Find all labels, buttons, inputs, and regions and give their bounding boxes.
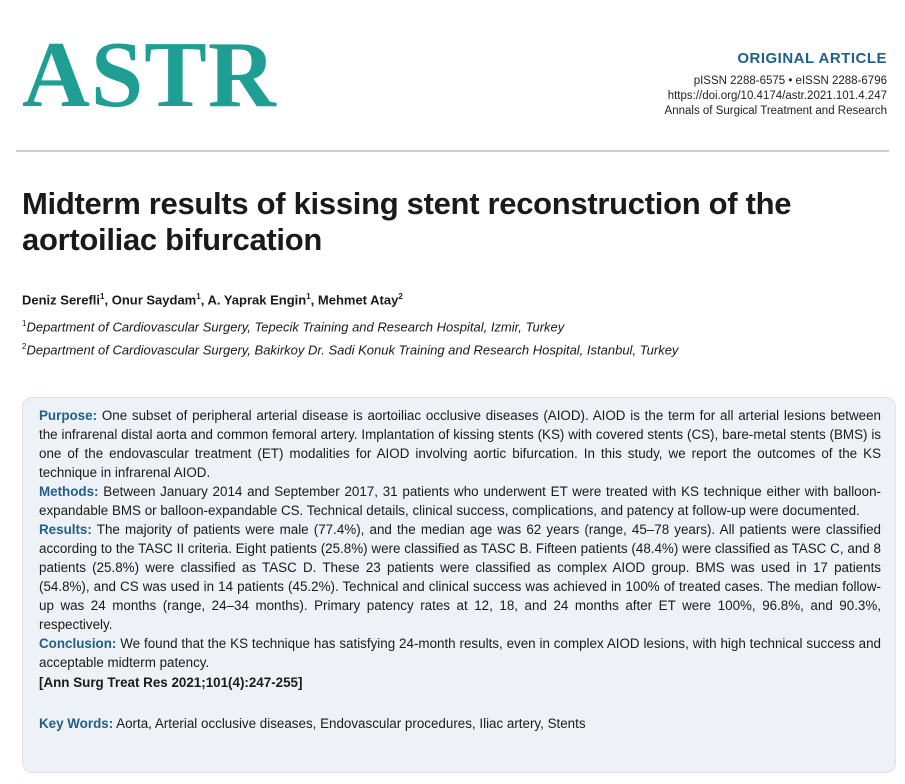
affiliation-text: Department of Cardiovascular Surgery, Bakirkoy Dr. Sadi Konuk Training and Research Hospital, Istanbul, Turkey bbox=[26, 342, 679, 358]
abstract-conclusion bbox=[39, 634, 881, 672]
citation: [Ann Surg Treat Res 2021;101(4):247-255] bbox=[39, 675, 303, 690]
journal-logo: ASTR bbox=[22, 23, 277, 127]
abstract-box bbox=[22, 397, 896, 773]
author[interactable]: A. Yaprak Engin bbox=[207, 292, 307, 308]
affiliation-number: 1 bbox=[22, 319, 27, 328]
affiliation-number: 2 bbox=[22, 342, 27, 351]
conclusion-text: We found that the KS technique has satisfying 24-month results, even in complex AIOD lesions, with high technical success and acceptable midterm patency. bbox=[39, 636, 881, 670]
abstract-methods bbox=[39, 482, 881, 520]
doi-link[interactable]: https://doi.org/10.4174/astr.2021.101.4.247 bbox=[667, 90, 887, 102]
issn: pISSN 2288-6575 • eISSN 2288-6796 bbox=[693, 75, 887, 87]
author-affiliation-number: 1 bbox=[306, 292, 311, 301]
abstract-purpose bbox=[39, 406, 881, 482]
methods-label: Methods: bbox=[39, 484, 99, 499]
journal-name: Annals of Surgical Treatment and Research bbox=[664, 105, 887, 117]
author-list bbox=[22, 292, 403, 307]
affiliation-2 bbox=[22, 342, 678, 357]
author-affiliation-number: 2 bbox=[398, 292, 403, 301]
abstract-results bbox=[39, 520, 881, 634]
keywords bbox=[39, 714, 881, 733]
purpose-label: Purpose: bbox=[39, 408, 98, 423]
methods-text: Between January 2014 and September 2017, 31 patients who underwent ET were treated with KS technique either with balloon-expandable BMS or balloon-expandable CS. Technical details, clinical success, complications, and patency at follow-up were documented. bbox=[39, 484, 881, 518]
journal-meta bbox=[665, 50, 887, 119]
article-title: Midterm results of kissing stent reconstruction of the aortoiliac bifurcation bbox=[22, 186, 792, 257]
author-separator: , bbox=[104, 292, 112, 308]
purpose-text: One subset of peripheral arterial disease is aortoiliac occlusive diseases (AIOD). AIOD is the term for all arterial lesions between the infrarenal distal aorta and common femoral artery. Implantation of kissing stents (KS) with covered stents (CS), bare-metal stents (BMS) is one of the endovascular treatment (ET) modalities for AIOD involving aortic bifurcation. In this study, we report the outcomes of the KS technique in infrarenal AIOD. bbox=[39, 408, 881, 480]
article-type: ORIGINAL ARTICLE bbox=[737, 50, 887, 67]
results-label: Results: bbox=[39, 522, 92, 537]
author-separator: , bbox=[310, 292, 318, 308]
author-separator: , bbox=[200, 292, 208, 308]
author[interactable]: Deniz Serefli bbox=[22, 292, 101, 308]
author-affiliation-number: 1 bbox=[196, 292, 201, 301]
affiliation-1 bbox=[22, 319, 564, 334]
keywords-label: Key Words: bbox=[39, 716, 114, 731]
header-divider bbox=[16, 150, 889, 152]
author[interactable]: Onur Saydam bbox=[111, 292, 197, 308]
affiliation-text: Department of Cardiovascular Surgery, Tepecik Training and Research Hospital, Izmir, Turkey bbox=[26, 319, 565, 335]
results-text: The majority of patients were male (77.4%), and the median age was 62 years (range, 45–78 years). All patients were classified according to the TASC II criteria. Eight patients (25.8%) were classified as TASC B. Fifteen patients (48.4%) were classified as TASC C, and 8 patients (25.8%) were classified as TASC D. These 23 patients were classified as complex AIOD group. BMS was used in 17 patients (54.8%), and CS was used in 14 patients (45.2%). Technical and clinical success was achieved in 100% of treated cases. The median follow-up was 24 months (range, 24–34 months). Primary patency rates at 12, 18, and 24 months after ET were 100%, 96.8%, and 90.3%, respectively. bbox=[39, 522, 881, 632]
author[interactable]: Mehmet Atay bbox=[317, 292, 399, 308]
conclusion-label: Conclusion: bbox=[39, 636, 117, 651]
keywords-text: Aorta, Arterial occlusive diseases, Endovascular procedures, Iliac artery, Stents bbox=[116, 716, 586, 731]
author-affiliation-number: 1 bbox=[100, 292, 105, 301]
